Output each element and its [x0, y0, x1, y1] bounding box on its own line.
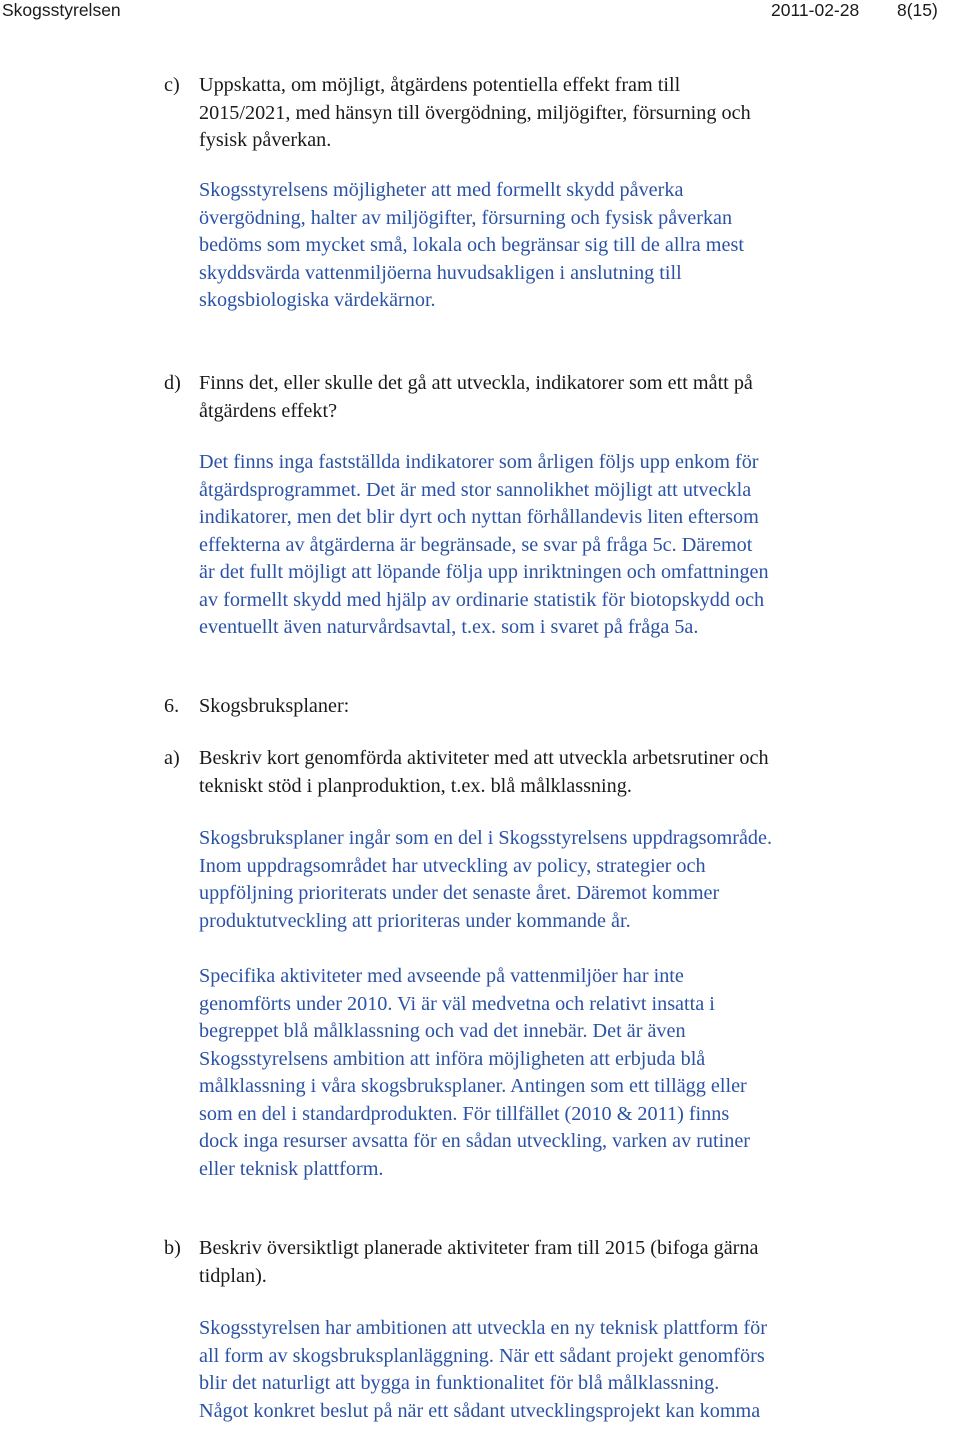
question-6b-label: b)	[164, 1237, 181, 1259]
text-line: uppföljning prioriterats under det senaste året. Däremot kommer	[199, 882, 720, 904]
answer-d-text	[199, 449, 899, 642]
text-line: Skogsbruksplaner ingår som en del i Skogsstyrelsens uppdragsområde.	[199, 827, 773, 849]
text-line: indikatorer, men det blir dyrt och nyttan förhållandevis liten eftersom	[199, 506, 759, 528]
text-line: all form av skogsbruksplanläggning. När ett sådant projekt genomförs	[199, 1344, 765, 1367]
text-line: tekniskt stöd i planproduktion, t.ex. blå målklassning.	[199, 774, 632, 797]
header-date: 2011-02-28	[771, 0, 860, 20]
text-line: som en del i standardprodukten. För tillfället (2010 & 2011) finns	[199, 1102, 730, 1125]
text-line: skogsbiologiska värdekärnor.	[199, 289, 436, 311]
text-line: 2015/2021, med hänsyn till övergödning, miljögifter, försurning och	[199, 101, 751, 124]
text-line: Inom uppdragsområdet har utveckling av policy, strategier och	[199, 854, 706, 877]
text-line: av formellt skydd med hjälp av ordinarie statistik för biotopskydd och	[199, 588, 765, 611]
question-6a-text	[199, 745, 899, 800]
question-d-text	[199, 370, 899, 425]
answer-6a-paragraph-2	[199, 963, 899, 1183]
page-header	[0, 0, 960, 28]
text-line: produktutveckling att prioriteras under kommande år.	[199, 909, 631, 932]
text-line: bedöms som mycket små, lokala och begränsar sig till de allra mest	[199, 234, 744, 256]
question-c-label: c)	[164, 74, 180, 96]
text-line: eventuellt även naturvårdsavtal, t.ex. som i svaret på fråga 5a.	[199, 616, 699, 638]
answer-6b-text	[199, 1315, 899, 1425]
text-line: Beskriv översiktligt planerade aktiviteter fram till 2015 (bifoga gärna	[199, 1237, 759, 1259]
text-line: blir det naturligt att bygga in funktionalitet för blå målklassning.	[199, 1372, 720, 1394]
text-line: skyddsvärda vattenmiljöerna huvudsakligen i anslutning till	[199, 261, 682, 284]
text-line: Skogsstyrelsen har ambitionen att utveckla en ny teknisk plattform för	[199, 1317, 767, 1339]
text-line: Skogsstyrelsens möjligheter att med formellt skydd påverka	[199, 179, 684, 201]
question-6a-label: a)	[164, 747, 180, 769]
text-line: Skogsstyrelsens ambition att införa möjligheten att erbjuda blå	[199, 1047, 706, 1070]
text-line: Uppskatta, om möjligt, åtgärdens potentiella effekt fram till	[199, 74, 681, 96]
question-c-text	[199, 72, 899, 155]
text-line: begreppet blå målklassning och vad det innebär. Det är även	[199, 1020, 686, 1042]
answer-6a-paragraph-1	[199, 825, 899, 935]
section-title-text: Skogsbruksplaner:	[199, 695, 350, 717]
text-line: tidplan).	[199, 1264, 267, 1287]
text-line: Beskriv kort genomförda aktiviteter med att utveckla arbetsrutiner och	[199, 747, 769, 769]
text-line: fysisk påverkan.	[199, 129, 332, 151]
text-line: eller teknisk plattform.	[199, 1157, 384, 1180]
text-line: dock inga resurser avsatta för en sådan utveckling, varken av rutiner	[199, 1130, 751, 1152]
text-line: åtgärdens effekt?	[199, 399, 338, 422]
text-line: målklassning i våra skogsbruksplaner. Antingen som ett tillägg eller	[199, 1075, 747, 1097]
text-line: effekterna av åtgärderna är begränsade, se svar på fråga 5c. Däremot	[199, 533, 753, 556]
section-6-number: 6.	[164, 695, 180, 717]
question-6b-text	[199, 1235, 899, 1290]
answer-c-text	[199, 177, 899, 315]
header-page-number: 8(15)	[897, 0, 938, 20]
text-line: övergödning, halter av miljögifter, försurning och fysisk påverkan	[199, 206, 733, 229]
text-line: Något konkret beslut på när ett sådant utvecklingsprojekt kan komma	[199, 1399, 761, 1422]
text-line: Specifika aktiviteter med avseende på vattenmiljöer har inte	[199, 965, 684, 987]
header-organization: Skogsstyrelsen	[2, 0, 121, 20]
text-line: Det finns inga fastställda indikatorer som årligen följs upp enkom för	[199, 451, 759, 473]
text-line: Finns det, eller skulle det gå att utveckla, indikatorer som ett mått på	[199, 372, 753, 394]
text-line: åtgärdsprogrammet. Det är med stor sannolikhet möjligt att utveckla	[199, 478, 752, 501]
text-line: är det fullt möjligt att löpande följa upp inriktningen och omfattningen	[199, 561, 769, 583]
question-d-label: d)	[164, 372, 181, 394]
section-6-title	[199, 693, 899, 721]
text-line: genomförts under 2010. Vi är väl medvetna och relativt insatta i	[199, 992, 715, 1015]
